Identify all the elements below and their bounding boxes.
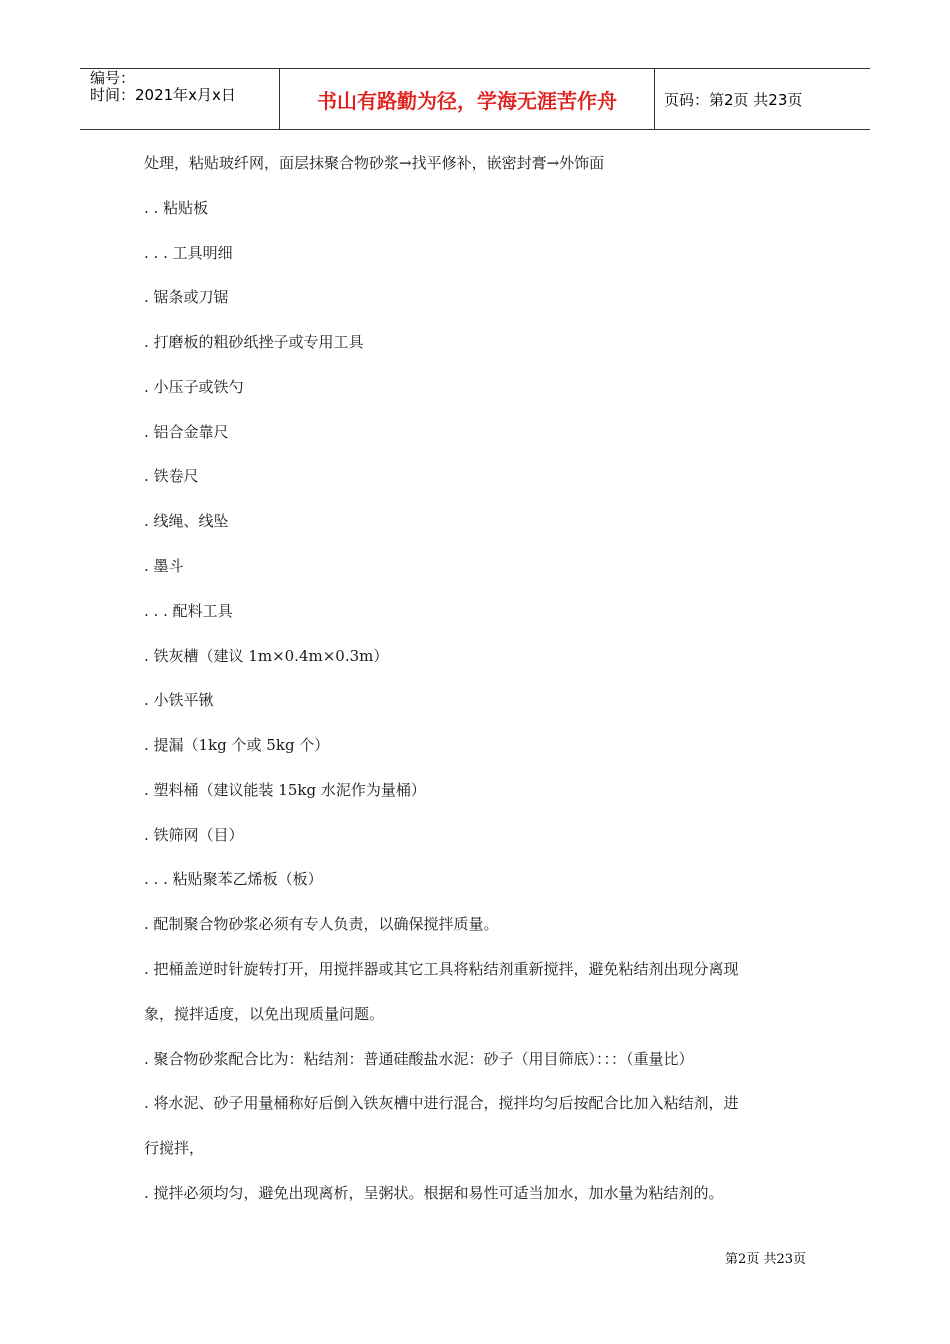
body-line: . 铁卷尺 [144, 467, 199, 485]
body-line: . 锯条或刀锯 [144, 288, 229, 306]
body-line: 象，搅拌适度，以免出现质量问题。 [144, 1005, 385, 1023]
body-line: . 配制聚合物砂浆必须有专人负责，以确保搅拌质量。 [144, 915, 499, 933]
body-line: . . . 粘贴聚苯乙烯板（板） [144, 870, 323, 888]
body-line: . 将水泥、砂子用量桶称好后倒入铁灰槽中进行混合，搅拌均匀后按配合比加入粘结剂，进 [144, 1094, 739, 1112]
body-line: . 打磨板的粗砂纸挫子或专用工具 [144, 333, 364, 351]
body-line: 处理，粘贴玻纤网，面层抹聚合物砂浆→找平修补，嵌密封膏→外饰面 [144, 154, 605, 172]
header-meta [80, 69, 280, 129]
body-line: 行搅拌， [144, 1139, 205, 1157]
header-slogan: 书山有路勤为径，学海无涯苦作舟 [280, 69, 655, 129]
body-line: . 小压子或铁勺 [144, 378, 244, 396]
body-line: . 铝合金靠尺 [144, 423, 229, 441]
body-line: . 小铁平锹 [144, 691, 214, 709]
body-line: . 塑料桶（建议能装 15kg 水泥作为量桶） [144, 781, 426, 799]
document-date-label: 时间：2021年x月x日 [90, 86, 236, 104]
body-line: . 把桶盖逆时针旋转打开，用搅拌器或其它工具将粘结剂重新搅拌，避免粘结剂出现分离现 [144, 960, 739, 978]
body-line: . 聚合物砂浆配合比为：粘结剂：普通硅酸盐水泥：砂子（用目筛底）：：：（重量比） [144, 1050, 694, 1068]
body-line: . . 粘贴板 [144, 199, 209, 217]
body-line: . 搅拌必须均匀，避免出现离析，呈粥状。根据和易性可适当加水，加水量为粘结剂的。 [144, 1184, 724, 1202]
body-line: . 线绳、线坠 [144, 512, 229, 530]
body-line: . 提漏（1kg 个或 5kg 个） [144, 736, 330, 754]
page-header [80, 68, 870, 130]
document-number-label: 编号： [90, 69, 136, 87]
page-footer: 第2页 共23页 [725, 1252, 806, 1267]
body-line: . 铁灰槽（建议 1m×0.4m×0.3m） [144, 647, 389, 665]
header-page-number: 页码：第2页 共23页 [664, 90, 803, 109]
body-line: . 墨斗 [144, 557, 184, 575]
body-line: . . . 工具明细 [144, 244, 233, 262]
body-line: . . . 配料工具 [144, 602, 233, 620]
body-line: . 铁筛网（目） [144, 826, 244, 844]
